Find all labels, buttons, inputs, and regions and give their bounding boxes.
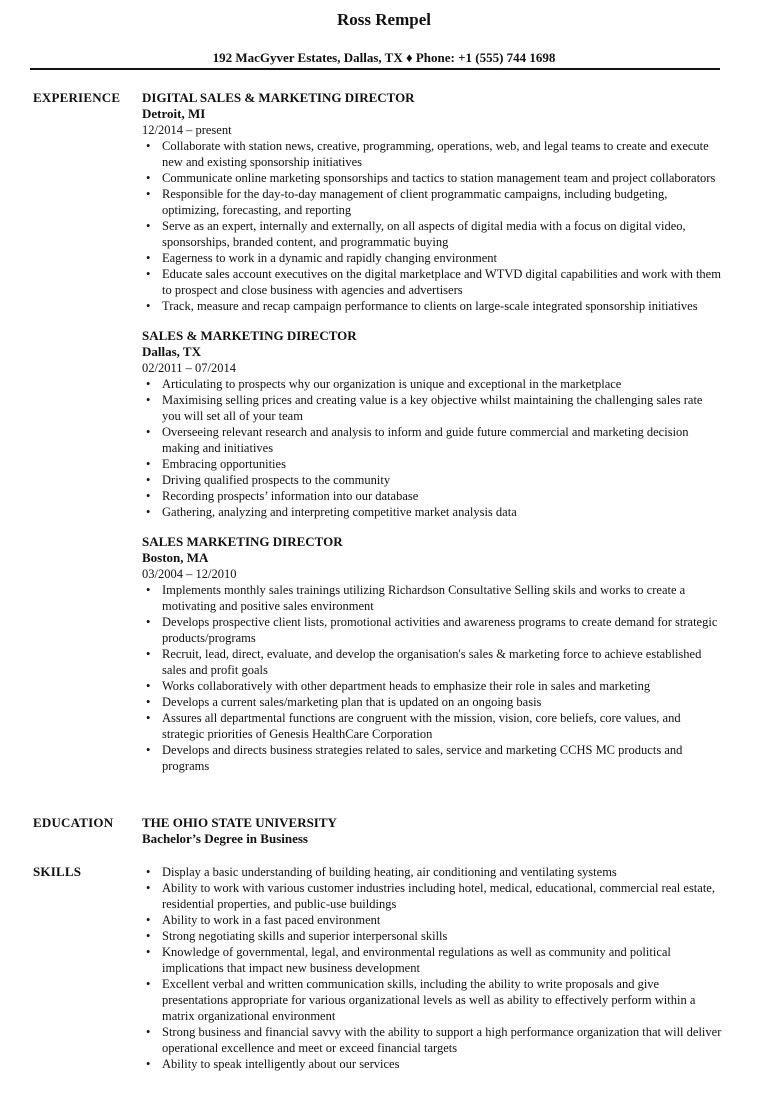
skills-body <box>142 864 722 1072</box>
bullet-item: • Assures all departmental functions are congruent with the mission, vision, core beliefs, core values, and strategic priorities of Genesis HealthCare Corporation <box>142 710 722 742</box>
skill-item: • Strong business and financial savvy with the ability to support a high performance organization that will deliver operational excellence and meet or exceed financial targets <box>142 1024 722 1056</box>
bullet-item: • Recording prospects’ information into our database <box>142 488 722 504</box>
bullet-item: • Implements monthly sales trainings utilizing Richardson Consultative Selling skils and works to create a motivating and positive sales environment <box>142 582 722 614</box>
skill-item: • Display a basic understanding of building heating, air conditioning and ventilating systems <box>142 864 722 880</box>
contact-line: 192 MacGyver Estates, Dallas, TX ♦ Phone: +1 (555) 744 1698 <box>212 50 556 65</box>
header-divider <box>30 68 720 70</box>
job-location: Dallas, TX <box>142 344 201 359</box>
bullet-item: • Responsible for the day-to-day management of client programmatic campaigns, including budgeting, optimizing, forecasting, and reporting <box>142 186 722 218</box>
skill-item: • Ability to work in a fast paced environment <box>142 912 722 928</box>
job-dates: 02/2011 – 07/2014 <box>142 361 236 375</box>
skill-item: • Excellent verbal and written communication skills, including the ability to write proposals and give presentations appropriate for various organizational levels as well as ability to effectively perform within a matrix organizational environment <box>142 976 722 1024</box>
bullet-item: • Develops a current sales/marketing plan that is updated on an ongoing basis <box>142 694 722 710</box>
bullet-item: • Eagerness to work in a dynamic and rapidly changing environment <box>142 250 722 266</box>
job-bullets <box>142 582 722 774</box>
job-title: SALES & MARKETING DIRECTOR <box>142 328 357 343</box>
job-location: Detroit, MI <box>142 106 206 121</box>
skills-label: SKILLS <box>33 864 82 879</box>
bullet-item: • Develops prospective client lists, promotional activities and awareness programs to create demand for strategic products/programs <box>142 614 722 646</box>
skill-item: • Knowledge of governmental, legal, and environmental regulations as well as community and political implications that impact new business development <box>142 944 722 976</box>
job-location: Boston, MA <box>142 550 209 565</box>
bullet-item: • Recruit, lead, direct, evaluate, and develop the organisation's sales & marketing force to achieve established sales and profit goals <box>142 646 722 678</box>
job-entry <box>142 534 722 774</box>
bullet-item: • Develops and directs business strategies related to sales, service and marketing CCHS MC products and programs <box>142 742 722 774</box>
skill-item: • Ability to work with various customer industries including hotel, medical, educational, commercial real estate, residential properties, and public-use buildings <box>142 880 722 912</box>
bullet-item: • Gathering, analyzing and interpreting competitive market analysis data <box>142 504 722 520</box>
skill-item: • Strong negotiating skills and superior interpersonal skills <box>142 928 722 944</box>
job-title: SALES MARKETING DIRECTOR <box>142 534 343 549</box>
candidate-name: Ross Rempel <box>337 10 431 29</box>
experience-label: EXPERIENCE <box>33 90 121 105</box>
bullet-item: • Track, measure and recap campaign performance to clients on large-scale integrated sponsorship initiatives <box>142 298 722 314</box>
education-body <box>142 815 722 847</box>
job-title: DIGITAL SALES & MARKETING DIRECTOR <box>142 90 415 105</box>
skills-list <box>142 864 722 1072</box>
job-entry <box>142 328 722 520</box>
bullet-item: • Serve as an expert, internally and externally, on all aspects of digital media with a focus on digital video, sponsorships, branded content, and programmatic buying <box>142 218 722 250</box>
bullet-item: • Driving qualified prospects to the community <box>142 472 722 488</box>
job-bullets <box>142 138 722 314</box>
job-dates: 12/2014 – present <box>142 123 232 137</box>
bullet-item: • Overseeing relevant research and analysis to inform and guide future commercial and marketing decision making and initiatives <box>142 424 722 456</box>
skill-item: • Ability to speak intelligently about our services <box>142 1056 722 1072</box>
experience-body <box>142 90 722 788</box>
bullet-item: • Educate sales account executives on the digital marketplace and WTVD digital capabilities and work with them to prospect and close business with agencies and advertisers <box>142 266 722 298</box>
degree: Bachelor’s Degree in Business <box>142 831 308 846</box>
bullet-item: • Communicate online marketing sponsorships and tactics to station management team and project collaborators <box>142 170 722 186</box>
bullet-item: • Embracing opportunities <box>142 456 722 472</box>
job-entry <box>142 90 722 314</box>
education-label: EDUCATION <box>33 815 114 830</box>
job-dates: 03/2004 – 12/2010 <box>142 567 237 581</box>
bullet-item: • Maximising selling prices and creating value is a key objective whilst maintaining the challenging sales rate you will set all of your team <box>142 392 722 424</box>
bullet-item: • Works collaboratively with other department heads to emphasize their role in sales and marketing <box>142 678 722 694</box>
bullet-item: • Collaborate with station news, creative, programming, operations, web, and legal teams to create and execute new and existing sponsorship initiatives <box>142 138 722 170</box>
school-name: THE OHIO STATE UNIVERSITY <box>142 815 337 830</box>
job-bullets <box>142 376 722 520</box>
bullet-item: • Articulating to prospects why our organization is unique and exceptional in the marketplace <box>142 376 722 392</box>
